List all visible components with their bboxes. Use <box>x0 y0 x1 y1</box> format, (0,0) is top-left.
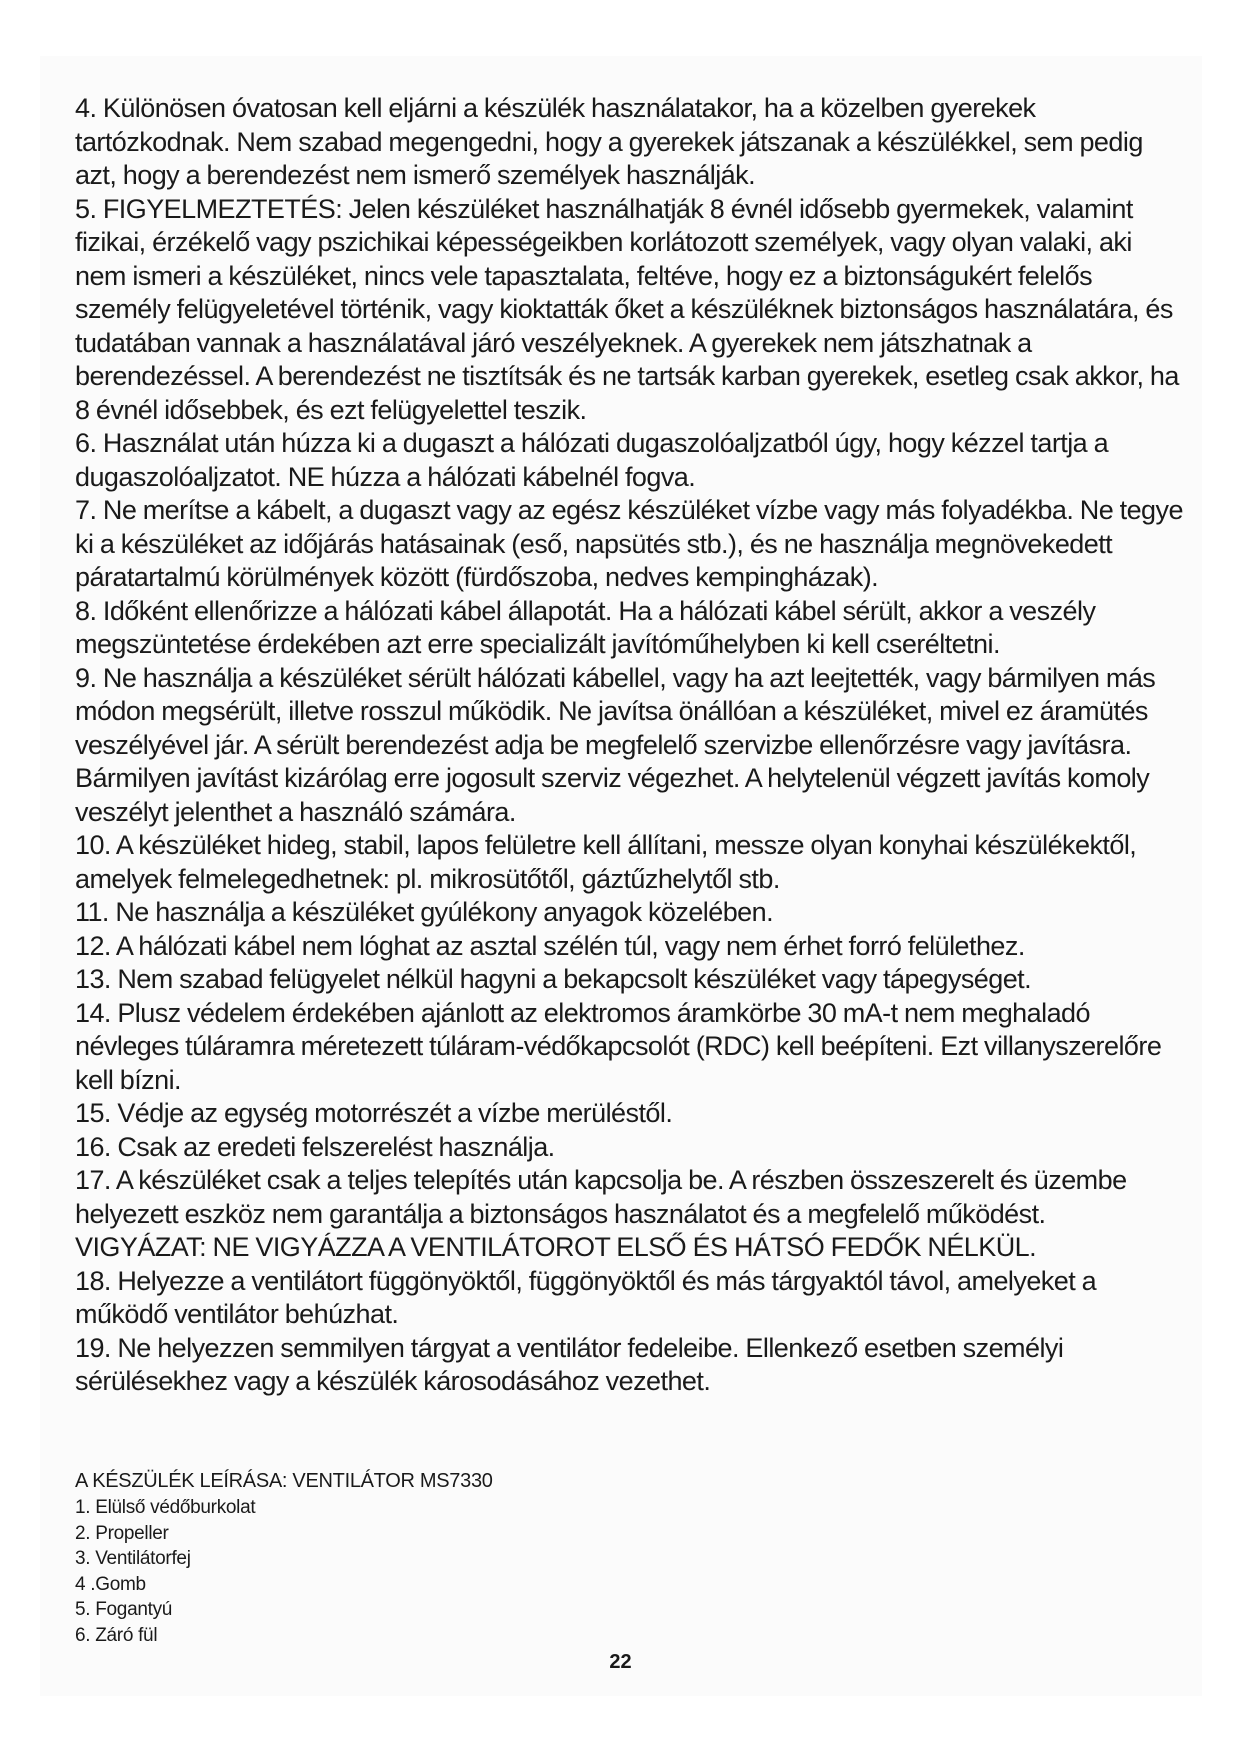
part-item: 4 .Gomb <box>75 1573 146 1595</box>
parts-list <box>75 1495 975 1648</box>
device-description <box>75 1467 975 1648</box>
instruction-item-16: 16. Csak az eredeti felszerelést használja. <box>75 1131 555 1162</box>
part-item: 1. Elülső védőburkolat <box>75 1497 256 1518</box>
part-item: 2. Propeller <box>75 1522 169 1544</box>
instruction-item-14: 14. Plusz védelem érdekében ajánlott az elektromos áramkörbe 30 mA-t nem meghaladó névleges túláramra méretezett túláram-védőkapcsolót (RDC) kell beépíteni. Ezt villanyszerelőre kell bízni. <box>75 997 1162 1095</box>
instruction-item-12: 12. A hálózati kábel nem lóghat az asztal szélén túl, vagy nem érhet forró felülethez. <box>75 930 1025 961</box>
instruction-item-8: 8. Időként ellenőrizze a hálózati kábel állapotát. Ha a hálózati kábel sérült, akkor a veszély megszüntetése érdekében azt erre specializált javítóműhelyben ki kell cseréltetni. <box>75 595 1096 659</box>
page-number: 22 <box>609 1651 632 1673</box>
instruction-item-5: 5. FIGYELMEZTETÉS: Jelen készüléket használhatják 8 évnél idősebb gyermekek, valamint fizikai, érzékelő vagy pszichikai képességeikben korlátozott személyek, vagy olyan valaki, aki nem ismeri a készüléket, nincs vele tapasztalata, feltéve, hogy ez a biztonságukért felelős személy felügyeletével történik, vagy kioktatták őket a készüléknek biztonságos használatára, és tudatában vannak a használatával járó veszélyeknek. A gyerekek nem játszhatnak a berendezéssel. A berendezést ne tisztítsák és ne tartsák karban gyerekek, esetleg csak akkor, ha 8 évnél idősebbek, és ezt felügyelettel teszik. <box>75 193 1179 425</box>
instruction-item-7: 7. Ne merítse a kábelt, a dugaszt vagy az egész készüléket vízbe vagy más folyadékba. Ne tegye ki a készüléket az időjárás hatásainak (eső, napsütés stb.), és ne használja megnövekedett páratartalmú körülmények között (fürdőszoba, nedves kempingházak). <box>75 495 1183 592</box>
warning-line: VIGYÁZAT: NE VIGYÁZZA A VENTILÁTOROT ELSŐ ÉS HÁTSÓ FEDŐK NÉLKÜL. <box>75 1232 1037 1262</box>
instruction-item-19: 19. Ne helyezzen semmilyen tárgyat a ventilátor fedeleibe. Ellenkező esetben személyi sérülésekhez vagy a készülék károsodásához vezethet. <box>75 1332 1064 1396</box>
instruction-item-4: 4. Különösen óvatosan kell eljárni a készülék használatakor, ha a közelben gyerekek tartózkodnak. Nem szabad megengedni, hogy a gyerekek játszanak a készülékkel, sem pedig azt, hogy a berendezést nem ismerő személyek használják. <box>75 93 1143 190</box>
instruction-item-11: 11. Ne használja a készüléket gyúlékony anyagok közelében. <box>75 897 774 927</box>
instruction-item-15: 15. Védje az egység motorrészét a vízbe merüléstől. <box>75 1098 673 1128</box>
description-title: A KÉSZÜLÉK LEÍRÁSA: VENTILÁTOR MS7330 <box>75 1470 493 1492</box>
part-item: 3. Ventilátorfej <box>75 1548 191 1569</box>
instruction-item-13: 13. Nem szabad felügyelet nélkül hagyni a bekapcsolt készüléket vagy tápegységet. <box>75 964 1032 994</box>
part-item: 5. Fogantyú <box>75 1599 173 1620</box>
instruction-item-10: 10. A készüléket hideg, stabil, lapos felületre kell állítani, messze olyan konyhai készülékektől, amelyek felmelegedhetnek: pl. mikrosütőtől, gáztűzhelytől stb. <box>75 830 1137 894</box>
part-item: 6. Záró fül <box>75 1624 158 1646</box>
instruction-item-9: 9. Ne használja a készüléket sérült hálózati kábellel, vagy ha azt leejtették, vagy bármilyen más módon megsérült, illetve rosszul működik. Ne javítsa önállóan a készüléket, mivel ez áramütés veszélyével jár. A sérült berendezést adja be megfelelő szervizbe ellenőrzésre vagy javításra. Bármilyen javítást kizárólag erre jogosult szerviz végezhet. A helytelenül végzett javítás komoly veszélyt jelenthet a használó számára. <box>75 662 1156 827</box>
instruction-item-6: 6. Használat után húzza ki a dugaszt a hálózati dugaszolóaljzatból úgy, hogy kézzel tartja a dugaszolóaljzatot. NE húzza a hálózati kábelnél fogva. <box>75 428 1109 492</box>
instruction-item-17: 17. A készüléket csak a teljes telepítés után kapcsolja be. A részben összeszerelt és üzembe helyezett eszköz nem garantálja a biztonságos használatot és a megfelelő működést. <box>75 1165 1127 1229</box>
safety-instructions <box>75 92 1185 1399</box>
instruction-item-18: 18. Helyezze a ventilátort függönyöktől, függönyöktől és más tárgyaktól távol, amelyeket a működő ventilátor behúzhat. <box>75 1265 1097 1329</box>
